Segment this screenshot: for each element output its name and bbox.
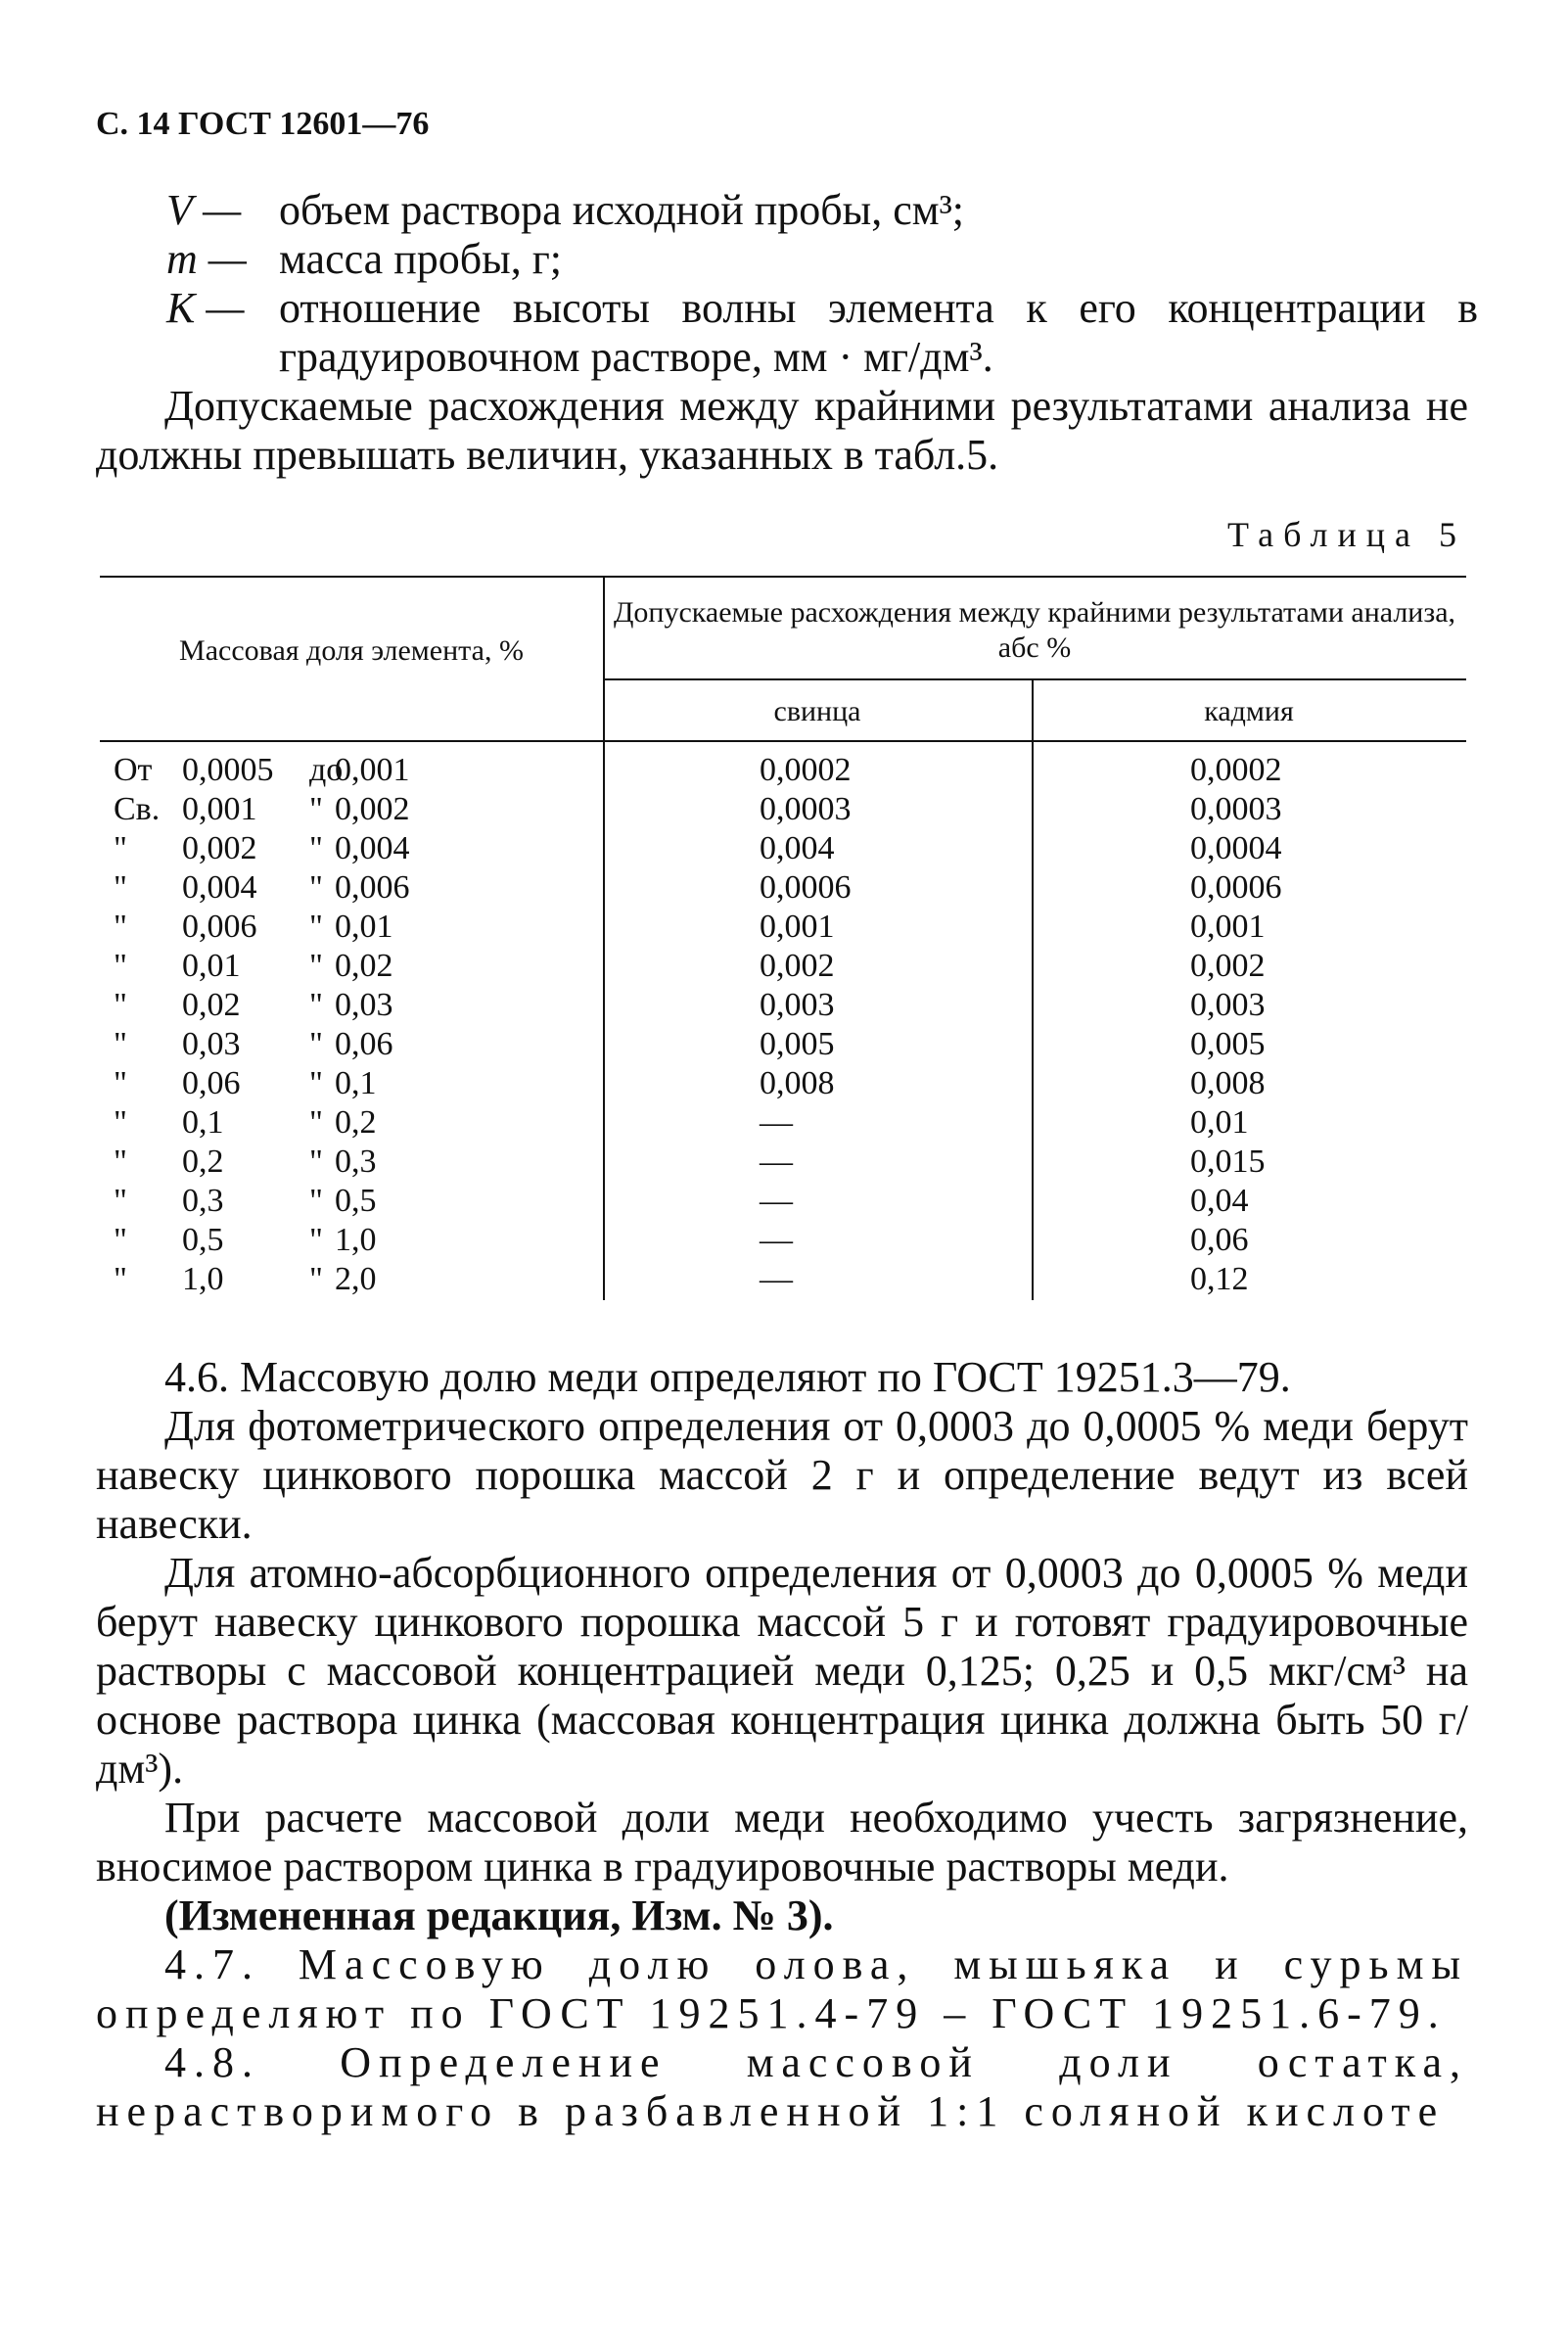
table-body [100, 752, 1466, 1300]
row-cadmium-value: 0,001 [1190, 909, 1266, 945]
row-prefix: " [114, 1222, 127, 1258]
definition-k [166, 284, 1478, 382]
row-range-separator: " [309, 791, 323, 827]
row-lead-value: — [760, 1144, 793, 1180]
row-range-from: 0,01 [182, 948, 241, 984]
definition-text: объем раствора исходной пробы, см³; [279, 186, 965, 234]
row-range-separator: до [309, 752, 344, 788]
definition-text: масса пробы, г; [279, 235, 562, 283]
section-4-7: 4.7. Массовую долю олова, мышьяка и сурьмы определяют по ГОСТ 19251.4-79 – ГОСТ 19251.6-79. [96, 1940, 1468, 2037]
table-row [100, 948, 1466, 987]
row-lead-value: — [760, 1261, 793, 1297]
row-range-from: 0,2 [182, 1144, 224, 1180]
table-top-rule [100, 576, 1466, 578]
header-allowed-discrepancy: Допускаемые расхождения между крайними результатами анализа, абс % [613, 596, 1456, 664]
row-cadmium-value: 0,06 [1190, 1222, 1249, 1258]
table-row [100, 1026, 1466, 1065]
definition-symbol: V — [166, 186, 242, 234]
row-cadmium-value: 0,0003 [1190, 791, 1282, 827]
row-prefix: " [114, 987, 127, 1023]
table-row [100, 752, 1466, 791]
row-range-separator: " [309, 869, 323, 906]
table-row [100, 1065, 1466, 1104]
table-row [100, 1104, 1466, 1144]
row-range-from: 0,5 [182, 1222, 224, 1258]
definition-text: отношение высоты волны элемента к его концентрации в градуировочном растворе, мм · мг/дм³. [279, 284, 1478, 381]
table-header-rule [100, 740, 1466, 742]
header-mass-fraction: Массовая доля элемента, % [179, 634, 524, 667]
row-lead-value: 0,003 [760, 987, 835, 1023]
table-row [100, 1144, 1466, 1183]
row-lead-value: 0,002 [760, 948, 835, 984]
row-range-separator: " [309, 1104, 323, 1141]
table-caption: Таблица 5 [1227, 515, 1466, 554]
row-prefix: От [114, 752, 153, 788]
row-range-separator: " [309, 1261, 323, 1297]
row-prefix: " [114, 1065, 127, 1101]
row-cadmium-value: 0,01 [1190, 1104, 1249, 1141]
row-range-from: 0,03 [182, 1026, 241, 1062]
row-range-to: 0,2 [335, 1104, 377, 1141]
table-row [100, 1222, 1466, 1261]
table-row [100, 869, 1466, 909]
row-range-from: 0,002 [182, 830, 257, 866]
page-header: С. 14 ГОСТ 12601—76 [96, 106, 430, 142]
row-range-separator: " [309, 1065, 323, 1101]
row-lead-value: 0,005 [760, 1026, 835, 1062]
row-prefix: " [114, 1026, 127, 1062]
definition-v [166, 186, 1478, 235]
section-4-6-amendment: (Измененная редакция, Изм. № 3). [164, 1891, 834, 1939]
row-range-to: 2,0 [335, 1261, 377, 1297]
table-row [100, 1183, 1466, 1222]
row-cadmium-value: 0,015 [1190, 1144, 1266, 1180]
definitions-list [166, 186, 1478, 382]
row-range-from: 0,06 [182, 1065, 241, 1101]
row-cadmium-value: 0,0004 [1190, 830, 1282, 866]
row-range-from: 0,1 [182, 1104, 224, 1141]
row-range-to: 0,03 [335, 987, 393, 1023]
row-range-separator: " [309, 948, 323, 984]
row-lead-value: — [760, 1104, 793, 1141]
row-cadmium-value: 0,003 [1190, 987, 1266, 1023]
row-range-to: 0,02 [335, 948, 393, 984]
row-range-from: 0,3 [182, 1183, 224, 1219]
row-range-to: 0,3 [335, 1144, 377, 1180]
table-row [100, 987, 1466, 1026]
row-cadmium-value: 0,12 [1190, 1261, 1249, 1297]
row-range-from: 0,006 [182, 909, 257, 945]
table-row [100, 791, 1466, 830]
row-lead-value: 0,0002 [760, 752, 852, 788]
section-4-6-atomic: Для атомно-абсорбционного определения от 0,0003 до 0,0005 % меди берут навеску цинкового порошка массой 5 г и готовят градуировочные растворы с массовой концентрацией меди 0,125; 0,25 и 0,5 мкг/см³ на основе раствора цинка (массовая концентрация цинка должна быть 50 г/дм³). [96, 1549, 1468, 1793]
row-range-to: 0,004 [335, 830, 410, 866]
row-range-separator: " [309, 830, 323, 866]
row-range-from: 0,02 [182, 987, 241, 1023]
row-lead-value: — [760, 1222, 793, 1258]
row-range-from: 1,0 [182, 1261, 224, 1297]
table-row [100, 909, 1466, 948]
row-prefix: " [114, 948, 127, 984]
row-prefix: " [114, 869, 127, 906]
row-lead-value: — [760, 1183, 793, 1219]
row-range-to: 0,01 [335, 909, 393, 945]
row-cadmium-value: 0,008 [1190, 1065, 1266, 1101]
row-range-separator: " [309, 1222, 323, 1258]
row-range-separator: " [309, 987, 323, 1023]
row-range-to: 0,002 [335, 791, 410, 827]
row-range-to: 0,06 [335, 1026, 393, 1062]
definition-symbol: m — [166, 235, 247, 283]
row-range-separator: " [309, 1183, 323, 1219]
row-prefix: " [114, 1261, 127, 1297]
row-cadmium-value: 0,005 [1190, 1026, 1266, 1062]
section-4-6-calc: При расчете массовой доли меди необходимо учесть загрязнение, вносимое раствором цинка в градуировочные растворы меди. [96, 1794, 1468, 1891]
row-range-separator: " [309, 1144, 323, 1180]
section-4-6-photometric: Для фотометрического определения от 0,0003 до 0,0005 % меди берут навеску цинкового порошка массой 2 г и определение ведут из всей навески. [96, 1402, 1468, 1548]
definition-symbol: K — [166, 284, 245, 332]
definition-m [166, 235, 1478, 284]
section-4-6: 4.6. Массовую долю меди определяют по ГОСТ 19251.3—79. [164, 1353, 1291, 1401]
section-4-8: 4.8. Определение массовой доли остатка, нерастворимого в разбавленной 1:1 соляной кислоте [96, 2038, 1468, 2135]
row-range-separator: " [309, 909, 323, 945]
table-row [100, 1261, 1466, 1300]
row-lead-value: 0,001 [760, 909, 835, 945]
header-lead: свинца [773, 695, 861, 727]
row-range-to: 0,006 [335, 869, 410, 906]
row-prefix: " [114, 1104, 127, 1141]
row-lead-value: 0,004 [760, 830, 835, 866]
row-prefix: " [114, 909, 127, 945]
row-lead-value: 0,0006 [760, 869, 852, 906]
row-lead-value: 0,008 [760, 1065, 835, 1101]
row-range-to: 1,0 [335, 1222, 377, 1258]
row-lead-value: 0,0003 [760, 791, 852, 827]
row-cadmium-value: 0,0006 [1190, 869, 1282, 906]
row-range-to: 0,1 [335, 1065, 377, 1101]
tolerance-paragraph: Допускаемые расхождения между крайними результатами анализа не должны превышать величин, указанных в табл.5. [96, 382, 1468, 479]
row-range-separator: " [309, 1026, 323, 1062]
row-range-from: 0,001 [182, 791, 257, 827]
row-range-to: 0,5 [335, 1183, 377, 1219]
row-range-from: 0,0005 [182, 752, 274, 788]
row-prefix: Св. [114, 791, 161, 827]
row-prefix: " [114, 1183, 127, 1219]
row-range-from: 0,004 [182, 869, 257, 906]
table-row [100, 830, 1466, 869]
row-prefix: " [114, 830, 127, 866]
row-cadmium-value: 0,04 [1190, 1183, 1249, 1219]
header-cadmium: кадмия [1204, 695, 1294, 727]
row-cadmium-value: 0,002 [1190, 948, 1266, 984]
row-range-to: 0,001 [335, 752, 410, 788]
row-prefix: " [114, 1144, 127, 1180]
row-cadmium-value: 0,0002 [1190, 752, 1282, 788]
table-header-mid-rule [603, 678, 1466, 680]
